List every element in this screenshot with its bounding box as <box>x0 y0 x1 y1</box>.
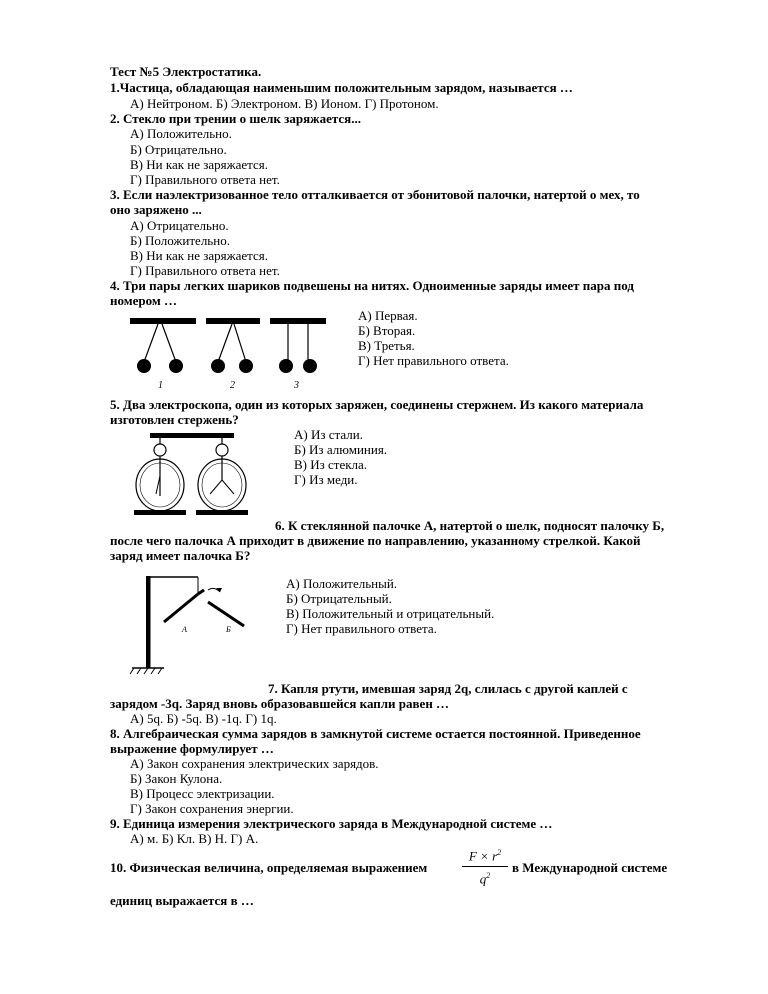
question-3-line-2: оно заряжено ... <box>110 202 202 217</box>
rod-b-label: Б <box>226 625 231 634</box>
question-4-line-1: 4. Три пары легких шариков подвешены на нитях. Одноименные заряды имеет пара под <box>110 278 634 293</box>
question-2: 2. Стекло при трении о шелк заряжается... <box>110 111 361 126</box>
question-8-option-d: Г) Закон сохранения энергии. <box>130 801 294 816</box>
ball-3b <box>303 359 317 373</box>
question-1: 1.Частица, обладающая наименьшим положительным зарядом, называется … <box>110 80 573 95</box>
question-7-line-2: зарядом -3q. Заряд вновь образовавшейся капли равен … <box>110 696 450 711</box>
question-4-option-c: В) Третья. <box>358 338 415 353</box>
electroscopes-figure <box>130 430 270 520</box>
question-3-option-d: Г) Правильного ответа нет. <box>130 263 280 278</box>
support-bar-3 <box>270 318 326 324</box>
question-2-option-c: В) Ни как не заряжается. <box>130 157 269 172</box>
question-10-line-2: единиц выражается в … <box>110 893 254 908</box>
question-5-option-a: А) Из стали. <box>294 427 363 442</box>
question-9-options: А) м. Б) Кл. В) Н. Г) А. <box>130 831 259 846</box>
formula-numerator: $F \times r^2$ <box>468 848 502 864</box>
connecting-rod <box>150 433 234 438</box>
ball-3a <box>279 359 293 373</box>
hanging-balls-figure <box>128 312 328 394</box>
stand-pole <box>146 576 150 668</box>
question-5-option-d: Г) Из меди. <box>294 472 358 487</box>
question-6-option-a: А) Положительный. <box>286 576 398 591</box>
question-3-option-a: А) Отрицательно. <box>130 218 229 233</box>
figure-label-2: 2 <box>230 380 235 391</box>
figure-label-3: 3 <box>294 380 299 391</box>
ball-1a <box>137 359 151 373</box>
question-8-option-b: Б) Закон Кулона. <box>130 771 223 786</box>
question-7-options: А) 5q. Б) -5q. В) -1q. Г) 1q. <box>130 711 277 726</box>
support-bar-2 <box>206 318 260 324</box>
formula-fraction <box>462 845 508 888</box>
question-1-options: А) Нейтроном. Б) Электроном. В) Ионом. Г) Протоном. <box>130 96 439 111</box>
question-5-option-c: В) Из стекла. <box>294 457 368 472</box>
glass-rod-figure <box>128 568 268 678</box>
ball-1b <box>169 359 183 373</box>
question-3-option-b: Б) Положительно. <box>130 233 230 248</box>
support-bar-1 <box>130 318 196 324</box>
question-6-option-c: В) Положительный и отрицательный. <box>286 606 495 621</box>
question-10-after-formula: в Международной системе <box>512 860 668 875</box>
question-5-option-b: Б) Из алюминия. <box>294 442 388 457</box>
question-3-option-c: В) Ни как не заряжается. <box>130 248 269 263</box>
test-title: Тест №5 Электростатика. <box>110 64 262 79</box>
question-8-option-a: А) Закон сохранения электрических зарядов. <box>130 756 379 771</box>
question-8-line-1: 8. Алгебраическая сумма зарядов в замкнутой системе остается постоянной. Приведенное <box>110 726 641 741</box>
question-4-line-2: номером … <box>110 293 177 308</box>
question-3-line-1: 3. Если наэлектризованное тело отталкивается от эбонитовой палочки, натертой о мех, то <box>110 187 640 202</box>
rod-a <box>164 594 198 622</box>
fraction-bar <box>462 866 508 867</box>
question-5-line-1: 5. Два электроскопа, один из которых заряжен, соединены стержнем. Из какого материала <box>110 397 644 412</box>
question-8-line-2: выражение формулирует … <box>110 741 274 756</box>
question-9: 9. Единица измерения электрического заряда в Международной системе … <box>110 816 553 831</box>
ball-2a <box>211 359 225 373</box>
ball-2b <box>239 359 253 373</box>
rod-b <box>208 602 244 626</box>
question-6-line-1: 6. К стеклянной палочке А, натертой о шелк, подносят палочку Б, <box>275 518 665 533</box>
question-4-option-d: Г) Нет правильного ответа. <box>358 353 509 368</box>
question-5-line-2: изготовлен стержень? <box>110 412 239 427</box>
formula-denominator: $q^2$ <box>479 871 491 887</box>
question-2-option-d: Г) Правильного ответа нет. <box>130 172 280 187</box>
question-8-option-c: В) Процесс электризации. <box>130 786 275 801</box>
question-6-line-2: после чего палочка А приходит в движение по направлению, указанному стрелкой. Какой <box>110 533 641 548</box>
question-2-option-a: А) Положительно. <box>130 126 232 141</box>
question-6-line-3: заряд имеет палочка Б? <box>110 548 251 563</box>
question-7-line-1: 7. Капля ртути, имевшая заряд 2q, слилась с другой каплей с <box>268 681 628 696</box>
question-6-option-d: Г) Нет правильного ответа. <box>286 621 437 636</box>
question-2-option-b: Б) Отрицательно. <box>130 142 227 157</box>
question-4-option-b: Б) Вторая. <box>358 323 416 338</box>
question-4-option-a: А) Первая. <box>358 308 418 323</box>
rod-a-label: А <box>182 625 187 634</box>
question-10-before-formula: 10. Физическая величина, определяемая выражением <box>110 860 428 875</box>
figure-label-1: 1 <box>158 380 163 391</box>
question-6-option-b: Б) Отрицательный. <box>286 591 392 606</box>
